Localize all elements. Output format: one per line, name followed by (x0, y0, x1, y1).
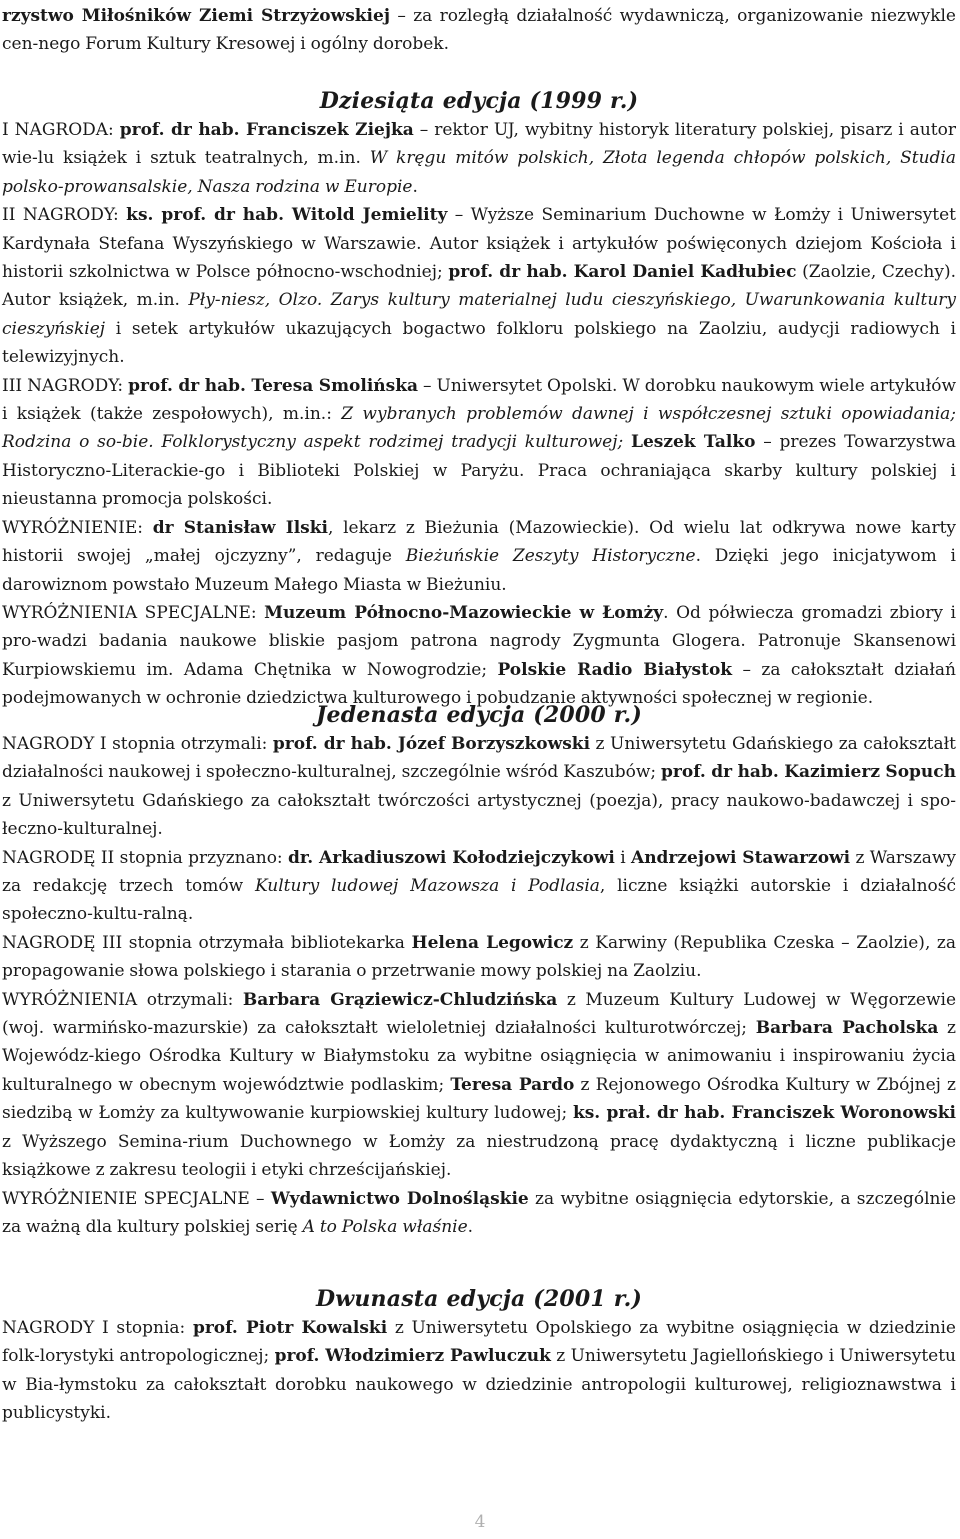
text-run: z Uniwersytetu Gdańskiego za całokształt działalności naukowej i społeczno-kulturalnej, szczególnie wśród Kaszubów; (2, 734, 956, 783)
text-run: NAGRODĘ II stopnia przyznano: (2, 847, 288, 868)
edition-10-section (2, 86, 956, 713)
text-run: – za rozległą działalność wydawniczą, organizowanie niezwykle cen-nego Forum Kultury Kresowej i ogólny dorobek. (2, 6, 956, 55)
text-run: z Muzeum Kultury Ludowej w Węgorzewie (woj. warmińsko-mazurskie) za całokształt wieloletniej działalności kulturotwórczej; (2, 989, 957, 1039)
paragraph (2, 1314, 956, 1428)
text-run: NAGRODY I stopnia: (2, 1318, 193, 1338)
text-run: WYRÓŻNIENIA SPECJALNE: (2, 602, 265, 623)
paragraph (2, 2, 956, 59)
italic-text: Z wybranych problemów dawnej i współczesnej sztuki opowiadania; Rodzina o so-bie. Folklorystyczny aspekt rodzimej tradycji kulturowej; (2, 404, 956, 453)
text-run: WYRÓŻNIENIE: (2, 517, 153, 538)
bold-text: rzystwo Miłośników Ziemi Strzyżowskiej (2, 6, 390, 26)
text-run: WYRÓŻNIENIE SPECJALNE – (2, 1188, 271, 1209)
text-run: z Warszawy za redakcję trzech tomów (2, 847, 956, 897)
intro-section (2, 2, 956, 59)
text-run: i setek artykułów ukazujących bogactwo folkloru polskiego na Zaolziu, audycji radiowych i telewizyjnych. (2, 318, 956, 368)
bold-text: prof. dr hab. Franciszek Ziejka (119, 120, 414, 140)
text-run: z Karwiny (Republika Czeska – Zaolzie), za propagowanie słowa polskiego i starania o przetrwanie mowy polskiej na Zaolziu. (2, 932, 956, 982)
bold-text: prof. Włodzimierz Pawluczuk (274, 1346, 551, 1367)
text-run: I NAGRODA: (2, 120, 120, 140)
text-run: – Wyższe Seminarium Duchowne w Łomży i Uniwersytet Kardynała Stefana Wyszyńskiego w Warszawie. Autor książek i artykułów poświęconych dziejom Kościoła i historii szkolnictwa w Polsce północno-wschodniej; (2, 205, 957, 283)
paragraph (2, 116, 956, 201)
text-run: z Rejonowego Ośrodka Kultury w Zbójnej z siedzibą w Łomży za kultywowanie kurpiowskiej kultury ludowej; (2, 1074, 956, 1124)
text-run: . (412, 176, 418, 197)
bold-text: Wydawnictwo Dolnośląskie (270, 1188, 529, 1209)
italic-text: Kultury ludowej Mazowsza i Podlasia (254, 876, 600, 897)
bold-text: Muzeum Północno-Mazowieckie w Łomży (264, 602, 664, 623)
text-run: – prezes Towarzystwa Historyczno-Literackie-go i Biblioteki Polskiej w Paryżu. Praca ochraniająca skarby kultury polskiej i nieustanna promocja polskości. (2, 432, 956, 510)
bold-text: prof. dr hab. Karol Daniel Kadłubiec (448, 262, 797, 283)
bold-text: ks. prof. dr hab. Witold Jemielity (126, 205, 448, 226)
text-run: , liczne książki autorskie i działalność społeczno-kultu-ralną. (2, 876, 956, 925)
text-run: WYRÓŻNIENIA otrzymali: (2, 989, 243, 1010)
paragraph (2, 372, 956, 514)
paragraph (2, 929, 956, 986)
paragraph (2, 844, 956, 929)
text-run (623, 432, 631, 452)
bold-text: Polskie Radio Białystok (497, 659, 733, 680)
text-run: II NAGRODY: (2, 205, 127, 226)
text-run: NAGRODY I stopnia otrzymali: (2, 734, 273, 754)
text-run: – Uniwersytet Opolski. W dorobku naukowym wiele artykułów i książek (także zespołowych), m.in.: (2, 375, 957, 425)
bold-text: dr Stanisław Ilski (152, 517, 328, 538)
text-run: NAGRODĘ III stopnia otrzymała bibliotekarka (2, 932, 412, 953)
bold-text: prof. dr hab. Teresa Smolińska (128, 375, 419, 396)
paragraph (2, 599, 956, 713)
italic-text: A to Polska właśnie (302, 1216, 468, 1237)
text-run: (Zaolzie, Czechy). Autor książek, m.in. (2, 262, 957, 311)
text-run: z Uniwersytetu Gdańskiego za całokształt twórczości artystycznej (poezja), pracy naukowo-badawczej i spo-łeczno-kulturalnej. (2, 790, 956, 840)
paragraph (2, 1185, 956, 1242)
edition-12-section (2, 1284, 956, 1428)
paragraph (2, 986, 956, 1185)
text-run: – rektor UJ, wybitny historyk literatury polskiej, pisarz i autor wie-lu książek i sztuk teatralnych, m.in. (2, 120, 956, 169)
italic-text: W kręgu mitów polskich, Złota legenda chłopów polskich, Studia polsko-prowansalskie, Nasza rodzina w Europie (2, 148, 956, 197)
bold-text: prof. dr hab. Kazimierz Sopuch (661, 762, 956, 783)
text-run: III NAGRODY: (2, 375, 129, 396)
text-run: z Wyższego Semina-rium Duchownego w Łomży za niestrudzoną pracę dydaktyczną i liczne publikacje książkowe z zakresu teologii i etyki chrześcijańskiej. (2, 1131, 956, 1181)
text-run: . Dzięki jego inicjatywom i darowiznom powstało Muzeum Małego Miasta w Bieżuniu. (2, 546, 956, 595)
text-run: – za całokształt działań podejmowanych w ochronie dziedzictwa kulturowego i pobudzanie aktywności społecznej w regionie. (2, 659, 956, 709)
text-run: za wybitne osiągnięcia edytorskie, a szczególnie za ważną dla kultury polskiej serię (2, 1188, 957, 1237)
edition-11-section (2, 700, 956, 1241)
bold-text: prof. Piotr Kowalski (192, 1318, 388, 1338)
bold-text: ks. prał. dr hab. Franciszek Woronowski (572, 1103, 956, 1124)
paragraph (2, 201, 956, 371)
italic-text: Bieżuńskie Zeszyty Historyczne (405, 546, 696, 567)
text-run: , lekarz z Bieżunia (Mazowieckie). Od wielu lat odkrywa nowe karty historii swojej „małej ojczyzny”, redaguje (2, 517, 957, 567)
page-number: 4 (474, 1512, 486, 1532)
section-heading: Dziesiąta edycja (1999 r.) (319, 88, 639, 114)
section-heading: Dwunasta edycja (2001 r.) (315, 1286, 643, 1312)
bold-text: prof. dr hab. Józef Borzyszkowski (272, 734, 591, 754)
text-run: z Uniwersytetu Jagiellońskiego i Uniwersytetu w Bia-łymstoku za całokształt dorobku naukowego w dziedzinie antropologii kulturowej, religioznawstwa i publicystyki. (2, 1346, 956, 1424)
bold-text: Helena Legowicz (411, 932, 574, 953)
text-run: . Od półwiecza gromadzi zbiory i pro-wadzi badania naukowe bliskie pasjom patrona nagrody Zygmunta Glogera. Patronuje Skansenowi Kurpiowskiemu im. Adama Chętnika w Nowogrodzie; (2, 602, 956, 680)
text-run: z Uniwersytetu Opolskiego za wybitne osiągnięcia w dziedzinie folk-lorystyki antropologicznej; (2, 1318, 956, 1367)
bold-text: Andrzejowi Stawarzowi (631, 847, 851, 868)
italic-text: Pły-niesz, Olzo. Zarys kultury materialnej ludu cieszyńskiego, Uwarunkowania kultury cieszyńskiej (2, 290, 956, 339)
bold-text: Barbara Grąziewicz-Chludzińska (242, 989, 558, 1010)
bold-text: Leszek Talko (631, 432, 756, 453)
bold-text: Teresa Pardo (450, 1074, 575, 1095)
text-run: z Wojewódz-kiego Ośrodka Kultury w Białymstoku za wybitne osiągnięcia w animowaniu i inspirowaniu życia kulturalnego w obecnym województwie podlaskim; (2, 1018, 956, 1095)
text-run: i (614, 847, 631, 868)
paragraph (2, 514, 956, 599)
bold-text: Barbara Pacholska (755, 1018, 939, 1039)
section-heading: Jedenasta edycja (2000 r.) (315, 702, 643, 728)
text-run: . (467, 1216, 474, 1237)
paragraph (2, 730, 956, 844)
bold-text: dr. Arkadiuszowi Kołodziejczykowi (288, 847, 615, 868)
